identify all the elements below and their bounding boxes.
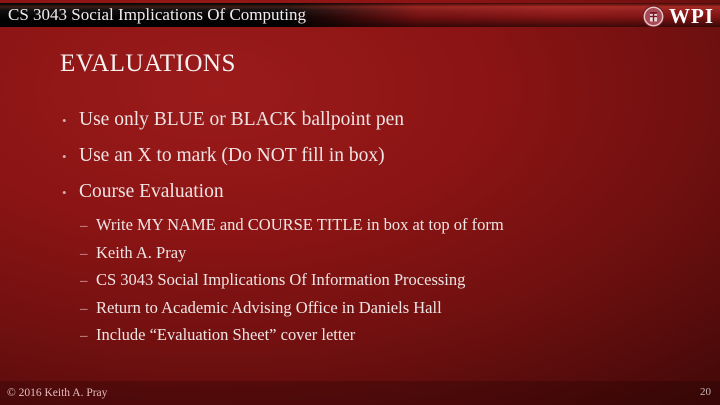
dash-icon: – <box>80 245 88 262</box>
wpi-seal-icon <box>642 5 665 28</box>
dash-icon: – <box>80 273 88 289</box>
bullet-icon: • <box>62 113 67 128</box>
sub-list-item <box>80 271 706 290</box>
sub-list-item-text: Keith A. Pray <box>96 242 187 262</box>
bullet-icon: • <box>62 149 67 164</box>
dash-icon: – <box>80 218 88 234</box>
list-item <box>62 108 706 133</box>
dash-icon: – <box>80 328 88 344</box>
list-item <box>62 144 706 169</box>
page-number: 20 <box>700 386 711 398</box>
wpi-logo-text: WPI <box>669 4 714 28</box>
sub-list-item-text: CS 3043 Social Implications Of Information Processing <box>96 270 466 289</box>
list-item-text: Course Evaluation <box>79 181 224 202</box>
wpi-logo <box>642 4 714 28</box>
footer-copyright: © 2016 Keith A. Pray <box>7 387 108 399</box>
list-item <box>62 180 706 205</box>
dash-icon: – <box>80 300 88 317</box>
sub-list-item <box>80 244 706 263</box>
sub-list-item-text: Write MY NAME and COURSE TITLE in box at top of form <box>96 215 504 234</box>
list-item-text: Use only BLUE or BLACK ballpoint pen <box>79 109 404 130</box>
header-title: CS 3043 Social Implications Of Computing <box>8 5 306 24</box>
list-item-text: Use an X to mark (Do NOT fill in box) <box>79 145 385 166</box>
sub-list-item-text: Include “Evaluation Sheet” cover letter <box>96 325 356 344</box>
bullet-list <box>62 108 706 354</box>
sub-list-item <box>80 299 706 318</box>
sub-bullet-list <box>62 216 706 345</box>
sub-list-item <box>80 216 706 235</box>
sub-list-item-text: Return to Academic Advising Office in Daniels Hall <box>96 297 442 317</box>
slide-title: EVALUATIONS <box>60 50 236 77</box>
bullet-icon: • <box>62 185 67 200</box>
sub-list-item <box>80 326 706 345</box>
header-bar <box>0 3 720 27</box>
